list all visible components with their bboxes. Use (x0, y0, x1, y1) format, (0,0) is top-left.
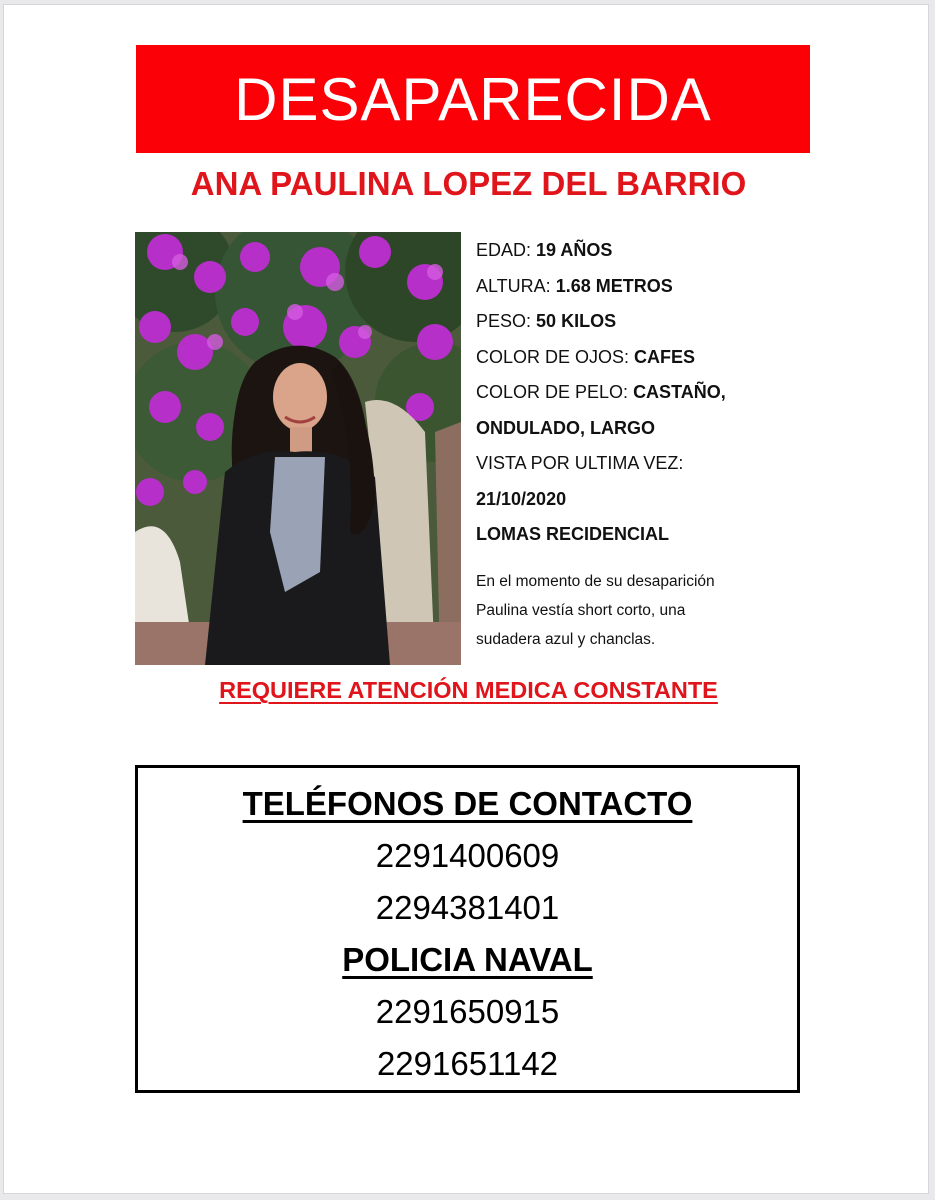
contact-phone-1: 2291400609 (375, 837, 560, 874)
missing-banner (136, 45, 810, 153)
age-label: EDAD: (476, 240, 532, 260)
person-name: ANA PAULINA LOPEZ DEL BARRIO (190, 165, 747, 202)
description-line-3: sudadera azul y chanclas. (476, 631, 656, 648)
last-seen-place-row (476, 517, 776, 553)
weight-value: 50 KILOS (536, 311, 617, 331)
hair-row-continued (476, 411, 776, 447)
age-row (476, 233, 776, 269)
hair-row (476, 375, 776, 411)
last-seen-date: 21/10/2020 (476, 488, 567, 509)
eyes-row (476, 340, 776, 376)
contact-phone-2: 2294381401 (375, 889, 560, 926)
hair-value-line1: CASTAÑO, (633, 382, 726, 402)
banner-title: DESAPARECIDA (234, 65, 712, 133)
weight-label: PESO: (476, 311, 532, 331)
contact-heading: TELÉFONOS DE CONTACTO (242, 785, 693, 822)
last-seen-place: LOMAS RECIDENCIAL (476, 524, 669, 544)
height-label: ALTURA: (476, 275, 551, 296)
poster-page (3, 4, 929, 1194)
person-photo (135, 232, 461, 665)
description-line-2: Paulina vestía short corto, una (476, 602, 686, 619)
police-phone-2: 2291651142 (376, 1045, 559, 1082)
weight-row (476, 304, 776, 340)
last-seen-label: VISTA POR ULTIMA VEZ: (476, 453, 684, 473)
medical-notice-text: REQUIERE ATENCIÓN MEDICA CONSTANTE (219, 677, 718, 703)
last-seen-date-row (476, 482, 776, 518)
eyes-label: COLOR DE OJOS: (476, 346, 630, 367)
police-phone-1: 2291650915 (375, 993, 560, 1030)
medical-notice (1, 677, 935, 704)
height-row (476, 269, 776, 305)
clothing-description (476, 567, 796, 654)
contact-box (135, 765, 800, 1093)
description-line-1: En el momento de su desaparición (476, 573, 715, 590)
hair-label: COLOR DE PELO: (476, 382, 629, 402)
eyes-value: CAFES (634, 346, 696, 367)
height-value: 1.68 METROS (555, 275, 673, 296)
person-details (476, 233, 776, 553)
age-value: 19 AÑOS (536, 240, 613, 260)
police-heading: POLICIA NAVAL (342, 941, 593, 978)
hair-value-line2: ONDULADO, LARGO (476, 417, 655, 438)
